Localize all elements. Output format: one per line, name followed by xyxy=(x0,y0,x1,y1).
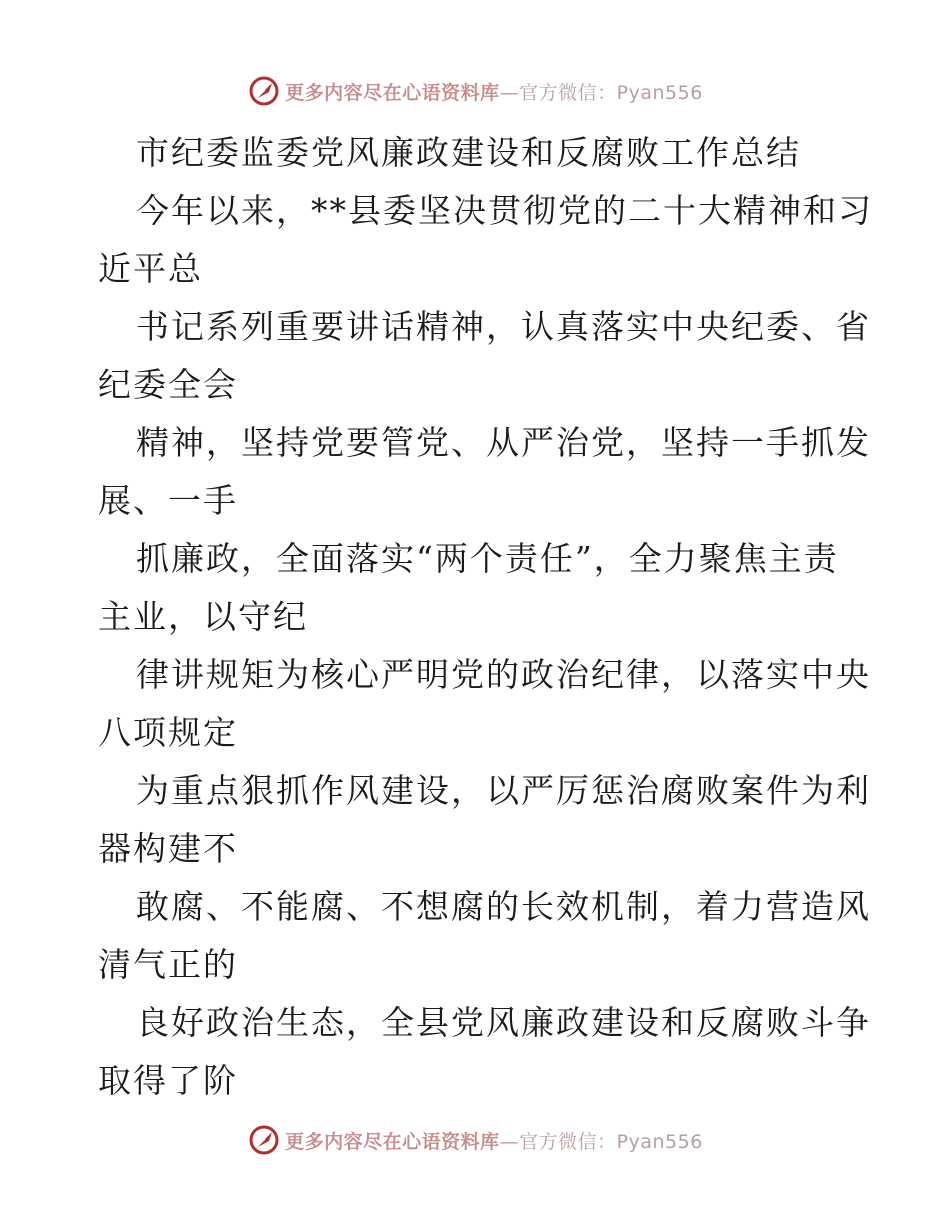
paragraph-line: 主业，以守纪 xyxy=(98,597,308,636)
paragraph-line: 为重点狠抓作风建设，以严厉惩治腐败案件为利 xyxy=(136,771,871,810)
banner-text xyxy=(285,78,703,105)
quill-logo-icon xyxy=(247,74,281,108)
banner-brand: 更多内容尽在心语资料库 xyxy=(285,1130,500,1153)
banner-dash: — xyxy=(499,81,520,104)
document-body xyxy=(98,124,873,1110)
quill-logo-icon xyxy=(247,1123,281,1157)
paragraph-line: 书记系列重要讲话精神，认真落实中央纪委、省 xyxy=(136,307,871,346)
banner-brand: 更多内容尽在心语资料库 xyxy=(285,81,500,104)
paragraph-line: 近平总 xyxy=(98,249,203,288)
banner-wechat: 官方微信：Pyan556 xyxy=(519,1130,703,1153)
paragraph-line: 展、一手 xyxy=(98,481,238,520)
paragraph-line: 良好政治生态，全县党风廉政建设和反腐败斗争 xyxy=(136,1003,871,1042)
banner-wechat: 官方微信：Pyan556 xyxy=(519,81,703,104)
paragraph-line: 今年以来，**县委坚决贯彻党的二十大精神和习 xyxy=(136,191,873,230)
paragraph-line: 精神，坚持党要管党、从严治党，坚持一手抓发 xyxy=(136,423,871,462)
paragraph-line: 八项规定 xyxy=(98,713,238,752)
header-banner xyxy=(0,71,950,111)
banner-dash: — xyxy=(499,1130,520,1153)
paragraph-line: 清气正的 xyxy=(98,945,238,984)
paragraph-line: 抓廉政，全面落实“两个责任”，全力聚焦主责 xyxy=(136,539,839,578)
paragraph-line: 取得了阶 xyxy=(98,1061,238,1100)
footer-banner xyxy=(0,1120,950,1160)
paragraph-line: 律讲规矩为核心严明党的政治纪律，以落实中央 xyxy=(136,655,871,694)
paragraph-line: 敢腐、不能腐、不想腐的长效机制，着力营造风 xyxy=(136,887,871,926)
paragraph-line: 器构建不 xyxy=(98,829,238,868)
banner-text xyxy=(285,1127,703,1154)
document-title: 市纪委监委党风廉政建设和反腐败工作总结 xyxy=(136,133,801,172)
paragraph-line: 纪委全会 xyxy=(98,365,238,404)
